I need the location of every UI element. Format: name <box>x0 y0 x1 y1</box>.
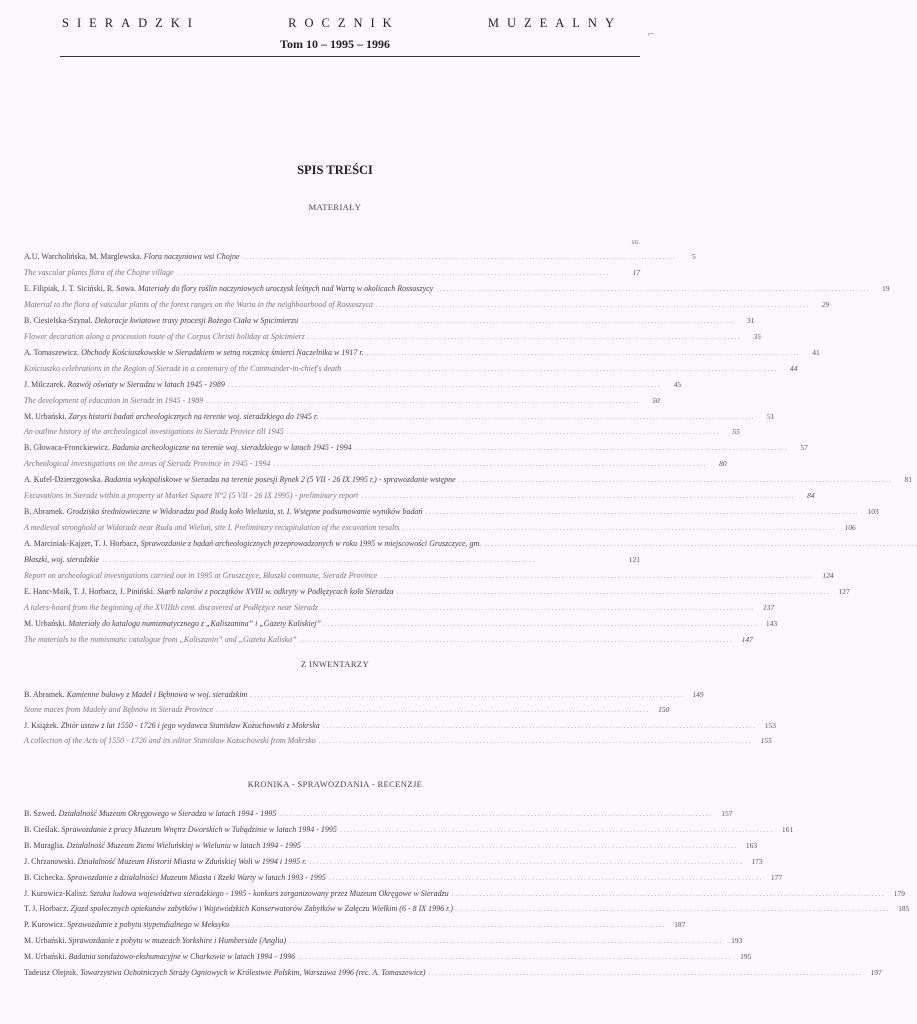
journal-title <box>62 16 622 31</box>
entry-title: Zbiór ustaw z lat 1550 - 1726 i jego wydawca Stanisław Kożuchowski z Mokrska <box>60 720 320 730</box>
entry-text <box>24 507 423 516</box>
entry-authors: A. Tomaszewicz. <box>24 347 80 357</box>
entry-text: The vascular plants flora of the Chojne village <box>24 267 174 277</box>
entry-page-number: 179 <box>893 888 906 898</box>
dot-leader <box>243 252 675 261</box>
entry-authors: B. Cichecka. <box>24 872 66 882</box>
entry-page-number: 150 <box>658 705 670 715</box>
entry-title: Badania sondażowo-ekshumacyjne w Charkowie w latach 1994 - 1996 <box>68 952 296 962</box>
dot-leader <box>426 507 858 516</box>
entry-page-number: 143 <box>765 618 778 628</box>
toc-entry <box>24 968 882 979</box>
section-heading: MATERIAŁY <box>308 202 362 212</box>
dot-leader <box>324 619 756 628</box>
entry-title: Flora naczyniowa wsi Chojne <box>143 252 240 261</box>
entry-text: A talers-hoard from the beginning of the XVIIIth cent. discovered at Podłężyce near Sieradz <box>24 602 319 612</box>
toc-entry <box>24 379 682 391</box>
dot-leader <box>329 873 761 882</box>
entry-english-translation <box>24 395 660 407</box>
corner-mark: ⌐ <box>648 28 655 40</box>
entry-authors: B. Szwed. <box>24 809 57 818</box>
entry-page-number: 41 <box>812 347 820 357</box>
entry-english-translation <box>24 523 856 534</box>
dot-leader <box>367 348 799 357</box>
entry-authors: J. Chrzanowski. <box>24 856 76 866</box>
dot-leader <box>308 332 740 341</box>
entry-text <box>24 619 321 628</box>
entry-text <box>24 587 394 596</box>
dot-leader <box>309 857 741 866</box>
section-heading: Z INWENTARZY <box>300 659 370 669</box>
entry-page-number: 185 <box>898 904 910 914</box>
toc-entry <box>24 475 912 486</box>
entry-page-number: 31 <box>746 315 755 325</box>
dot-leader <box>177 268 619 277</box>
entry-authors: B. Abramek. <box>24 507 65 517</box>
dot-leader <box>289 936 721 945</box>
entry-title: Rozwój oświaty w Sieradzu w latach 1945 - 1989 <box>67 379 225 389</box>
entry-text <box>24 690 247 699</box>
entry-text <box>24 841 301 850</box>
toc-entry <box>24 347 820 359</box>
toc-entry <box>24 720 777 732</box>
entry-title: Skarb talarów z początków XVIII w. odkryty w Podłężycach koło Sieradza <box>157 586 394 596</box>
entry-authors: B. Muraglia. <box>24 840 65 850</box>
entry-page-number: 45 <box>673 379 682 389</box>
toc-entry <box>24 952 752 963</box>
dot-leader <box>279 809 711 818</box>
dot-leader <box>298 952 730 961</box>
dot-leader <box>456 904 888 913</box>
entry-authors: A.U. Warcholińska, M. Marglewska. <box>24 252 142 261</box>
entry-title: Badania wykopaliskowe w Sieradzu na terenie posesji Rynek 2 (5 VII - 26 IX 1995 r.) - sprawozdanie wstępne <box>104 475 456 485</box>
dot-leader <box>361 491 793 500</box>
dot-leader <box>344 364 776 373</box>
toc-entry <box>24 824 794 836</box>
entry-authors: M. Urbański. <box>24 618 67 628</box>
entry-page-number: 197 <box>870 968 882 977</box>
toc-entry <box>24 840 758 852</box>
entry-english-translation <box>24 634 753 646</box>
entry-page-number: 80 <box>719 459 727 469</box>
entry-authors: T. J. Horbacz. <box>24 904 69 914</box>
toc-entry <box>24 690 704 701</box>
toc-entry <box>24 507 879 518</box>
entry-text <box>24 555 99 564</box>
entry-page-number: 35 <box>753 331 761 341</box>
toc-entry <box>24 872 783 884</box>
dot-leader <box>397 587 829 596</box>
entry-text <box>24 475 456 484</box>
entry-page-number: 137 <box>763 602 775 612</box>
entry-english-translation <box>24 299 830 311</box>
entry-english-translation <box>24 491 815 502</box>
entry-text: Kościuszko celebrations in the Region of Sieradz in a centenary of the Commander-in-chief's death <box>24 363 342 373</box>
entry-title: Badania archeologiczne na terenie woj. sieradzkiego w latach 1945 - 1994 <box>111 443 352 453</box>
entry-title: Sztuka ludowa województwa sieradzkiego - 1995 - konkurs zorganizowany przez Muzeum Okręgowe w Sieradzu <box>89 888 449 898</box>
dot-leader <box>206 396 638 405</box>
entry-title: Sprawozdanie z pobytu w muzeach Yorkshire i Humberside (Anglia) <box>68 936 287 946</box>
entry-text <box>24 920 229 929</box>
entry-page-number: 44 <box>790 363 798 373</box>
entry-page-number: 173 <box>751 856 763 866</box>
dot-leader <box>403 523 835 532</box>
entry-authors: E. Hanc-Maik, T. J. Horbacz, J. Piniński. <box>24 586 156 596</box>
dot-leader <box>287 427 719 436</box>
volume-subtitle: Tom 10 – 1995 – 1996 <box>280 37 390 51</box>
toc-title: SPIS TREŚCI <box>297 163 373 177</box>
entry-page-number: 103 <box>867 507 879 517</box>
section-heading: KRONIKA - SPRAWOZDANIA - RECENZJE <box>247 779 423 789</box>
entry-title: Sprawozdanie z pobytu stypendialnego w Meksyku <box>67 920 230 930</box>
entry-text <box>24 936 286 945</box>
entry-title: Obchody Kościuszkowskie w Sieradzkiem w setną rocznicę śmierci Naczelnika w 1917 r. <box>81 347 364 357</box>
entry-authors: J. Milczarek. <box>24 379 66 389</box>
entry-text: An outline history of the archeological investigations in Sieradz Provice till 1945 <box>24 427 284 437</box>
entry-page-number: 149 <box>692 690 704 699</box>
entry-text: Stone maces from Madeły and Bębnów in Sieradz Province <box>24 705 214 715</box>
entry-title: Działalność Muzeum Okręgowego w Sieradzu w latach 1994 - 1995 <box>58 809 277 818</box>
entry-text <box>24 825 337 834</box>
dot-leader <box>321 603 753 612</box>
dot-leader <box>216 705 648 714</box>
entry-authors: B. Ciesielska-Szynal. <box>24 315 93 325</box>
toc-entry <box>24 252 696 263</box>
entry-title: Materiały do flory roślin naczyniowych uroczysk leśnych nad Wartą w okolicach Rossoszycy <box>137 283 434 293</box>
toc-entry <box>24 856 763 868</box>
entry-page-number: 157 <box>721 809 733 818</box>
entry-text <box>24 809 276 818</box>
entry-english-translation <box>24 331 761 343</box>
dot-leader <box>321 412 753 421</box>
entry-page-number: 177 <box>770 872 783 882</box>
entry-page-number: 155 <box>760 735 772 745</box>
entry-page-number: 5 <box>692 252 696 261</box>
entry-page-number: 81 <box>904 475 912 485</box>
toc-entry <box>24 904 910 915</box>
entry-authors: E. Filipiak, J. T. Siciński, R. Sowa. <box>24 283 136 293</box>
entry-page-number: 161 <box>781 824 794 834</box>
dot-leader <box>484 539 916 548</box>
entry-page-number: 121 <box>628 555 640 565</box>
entry-page-number: 153 <box>764 720 777 730</box>
dot-leader <box>376 300 808 309</box>
entry-page-number: 51 <box>766 411 775 421</box>
entry-text <box>24 380 225 389</box>
entry-english-translation <box>24 268 640 279</box>
entry-page-number: 187 <box>674 920 686 930</box>
entry-text: Material to the flora of vascular plants of the forest ranges on the Warta in the neighbourhood of Rossoszyca <box>24 299 374 309</box>
entry-text <box>24 348 364 357</box>
entry-english-translation <box>24 602 775 614</box>
dot-leader <box>319 736 751 745</box>
toc-entry <box>24 936 743 947</box>
entry-title: Grodzisko średniowieczne w Widoradzu pod Rudą koło Wielunia, st. I. Wstępne podsumowanie wyników badań <box>66 507 423 517</box>
entry-text <box>24 721 320 730</box>
entry-english-translation <box>24 571 834 582</box>
toc-entry <box>24 618 778 630</box>
toc-entry <box>24 443 808 454</box>
entry-text <box>24 412 318 421</box>
toc-entry <box>24 315 755 327</box>
entry-page-number: 29 <box>821 299 830 309</box>
entry-text: A collection of the Acts of 1550 - 1726 and its editor Stanisław Kożuchowski from Mokrsko <box>24 735 316 745</box>
dot-leader <box>228 380 660 389</box>
entry-authors: M. Urbański. <box>24 936 67 946</box>
entry-text <box>24 873 326 882</box>
page-column-label: str. <box>631 238 640 246</box>
entry-text <box>24 284 433 293</box>
dot-leader <box>300 635 732 644</box>
entry-authors: P. Kurowicz. <box>24 920 66 930</box>
dot-leader <box>102 555 619 564</box>
entry-text: The materials to the numismatic catalogue from „Kaliszanin” and „Gazeta Kaliska” <box>24 634 297 644</box>
entry-page-number: 193 <box>731 936 743 946</box>
entry-text <box>24 889 449 898</box>
entry-title: Sprawozdanie z pracy Muzeum Wnętrz Dworskich w Tubądzinie w latach 1994 - 1995 <box>61 824 337 834</box>
entry-title: Błaszki, woj. sieradzkie <box>24 555 100 565</box>
entry-authors: A. Marciniak-Kajzer, T. J. Horbacz, <box>24 539 139 549</box>
dot-leader <box>428 968 860 977</box>
entry-authors: B. Cieślak. <box>24 824 60 834</box>
entry-page-number: 163 <box>745 840 758 850</box>
entry-text <box>24 952 295 961</box>
dot-leader <box>232 920 664 929</box>
entry-title: Zarys historii badań archeologicznych na terenie woj. sieradzkiego do 1945 r. <box>68 411 319 421</box>
entry-title: Działalność Muzeum Historii Miasta w Zduńskiej Woli w 1994 i 1995 r. <box>77 856 307 866</box>
entry-page-number: 147 <box>741 634 753 644</box>
dot-leader <box>250 690 682 699</box>
dot-leader <box>323 721 755 730</box>
entry-title: Sprawozdanie z badań archeologicznych przeprowadzonych w roku 1995 w miejscowości Gruszczyce, gm. <box>140 539 482 549</box>
dot-leader <box>273 459 705 468</box>
journal-title-word: ROCZNIK <box>288 16 400 30</box>
entry-page-number: 17 <box>632 267 640 277</box>
dot-leader <box>436 284 868 293</box>
entry-title: Dekoracje kwiatowe trasy procesji Bożego Ciała w Spicimierzu <box>94 315 299 325</box>
toc-entry <box>24 809 733 820</box>
entry-authors: B. Abramek. <box>24 690 65 699</box>
dot-leader <box>355 443 787 452</box>
entry-text: Report on archeological investigations carried out in 1995 at Gruszczyce, Błaszki commune, Sieradz Province <box>24 571 378 580</box>
toc-entry <box>24 586 850 598</box>
entry-text <box>24 252 240 261</box>
entry-text <box>24 857 306 866</box>
entry-title: Kamienne buławy z Madeł i Bębnowa w woj. sieradzkim <box>66 690 248 699</box>
entry-text: The development of education in Sieradz in 1945 - 1989 <box>24 395 204 405</box>
entry-page-number: 50 <box>652 395 660 405</box>
entry-authors: Tadeusz Olejnik. <box>24 968 79 977</box>
header-rule <box>60 56 640 57</box>
entry-title: Zjazd społecznych opiekunów zabytków i Wojewódzkich Konserwatorów Zabytków w Załęczu Wielkim (6 - 8 IX 1996 r.) <box>70 904 454 914</box>
entry-title: Działalność Muzeum Ziemi Wieluńskiej w Wieluniu w latach 1994 - 1995 <box>66 840 301 850</box>
entry-text: A medieval stronghold at Widoradz near Ruda and Wieluń, site I. Preliminary recapitulation of the excavation results <box>24 523 400 533</box>
entry-text <box>24 316 298 325</box>
toc-entry <box>24 539 640 550</box>
entry-text <box>24 904 453 913</box>
entry-text <box>24 443 352 452</box>
entry-page-number: 57 <box>800 443 808 453</box>
journal-title-word: MUZEALNY <box>487 16 622 30</box>
journal-title-word: SIERADZKI <box>62 16 200 30</box>
toc-entry <box>24 888 906 900</box>
entry-text <box>24 539 481 548</box>
entry-page-number: 127 <box>838 586 850 596</box>
entry-text: Flower decoration along a procession route of the Corpus Christi holiday at Spicimierz <box>24 331 305 341</box>
entry-authors: M. Urbański. <box>24 411 67 421</box>
entry-english-translation <box>24 735 772 747</box>
toc-entry <box>24 920 686 931</box>
entry-authors: J. Kurowicz-Kalisz. <box>24 888 88 898</box>
entry-page-number: 195 <box>740 952 752 962</box>
entry-title: Towarzystwa Ochotniczych Straży Ogniowych w Królestwie Polskim, Warszawa 1996 (rec. A. Tomaszewicz) <box>80 968 426 977</box>
dot-leader <box>452 889 884 898</box>
entry-page-number: 124 <box>822 571 834 580</box>
dot-leader <box>459 475 891 484</box>
toc-entry <box>24 411 775 423</box>
entry-page-number: 106 <box>844 523 856 533</box>
entry-text <box>24 968 425 977</box>
entry-english-translation <box>24 363 798 375</box>
entry-authors: B. Głowaca-Fronckiewicz. <box>24 443 110 453</box>
entry-text: Archeological investigations on the areas of Sieradz Province in 1945 - 1994 <box>24 459 271 469</box>
entry-title: Sprawozdanie z działalności Muzeum Miasta i Rzeki Warty w latach 1993 - 1995 <box>67 872 326 882</box>
entry-authors: J. Książek. <box>24 720 59 730</box>
entry-title: Materiały do katalogu numizmatycznego z „Kaliszanina” i „Gazety Kaliskiej” <box>68 618 321 628</box>
entry-authors: A. Kufel-Dzierzgowska. <box>24 475 103 485</box>
entry-english-translation <box>24 459 727 470</box>
entry-page-number: 55 <box>732 427 740 437</box>
dot-leader <box>380 571 812 580</box>
entry-authors: M. Urbański. <box>24 952 67 962</box>
toc-entry <box>24 555 640 566</box>
entry-page-number: 19 <box>881 283 890 293</box>
toc-entry <box>24 283 890 295</box>
entry-english-translation <box>24 427 740 438</box>
entry-page-number: 84 <box>807 491 815 501</box>
entry-english-translation <box>24 705 670 716</box>
entry-text: Excavations in Sieradz within a property at Market Square N°2 (5 VII - 26 IX 1995) - preliminary report <box>24 491 359 501</box>
dot-leader <box>301 316 733 325</box>
dot-leader <box>340 825 772 834</box>
dot-leader <box>304 841 736 850</box>
